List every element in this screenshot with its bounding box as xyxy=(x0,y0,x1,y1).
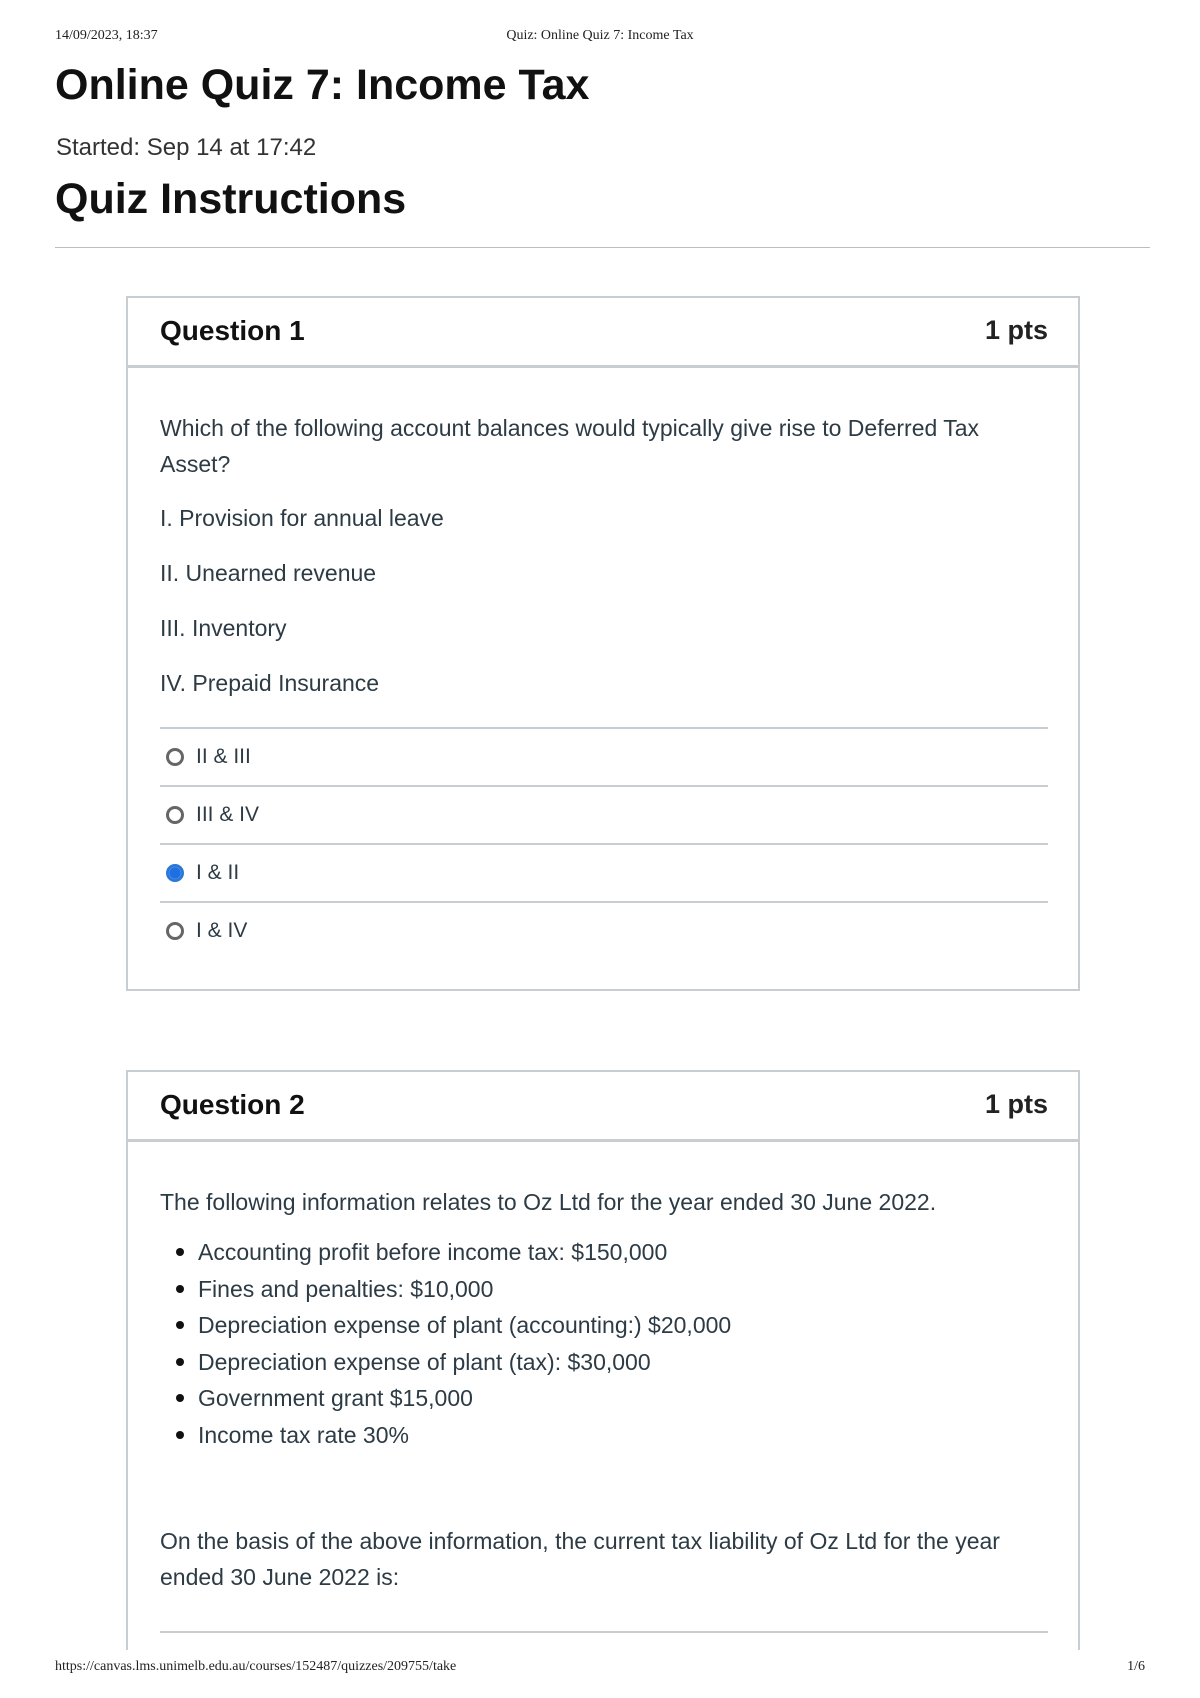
instructions-heading: Quiz Instructions xyxy=(55,175,407,223)
print-url: https://canvas.lms.unimelb.edu.au/courses/152487/quizzes/209755/take xyxy=(55,1659,457,1674)
info-item: Depreciation expense of plant (accounting:) $20,000 xyxy=(198,1307,1048,1344)
radio-button[interactable] xyxy=(166,748,184,766)
answer-option-selected[interactable] xyxy=(160,845,1048,903)
info-item: Income tax rate 30% xyxy=(198,1417,1048,1454)
info-item: Government grant $15,000 xyxy=(198,1380,1048,1417)
question-1 xyxy=(126,296,1080,991)
answer-label: III & IV xyxy=(196,803,260,826)
question-header xyxy=(128,1072,1078,1142)
question-points: 1 pts xyxy=(984,315,1048,345)
answer-option[interactable] xyxy=(160,729,1048,787)
radio-button[interactable] xyxy=(166,922,184,940)
answer-list xyxy=(160,1631,1048,1633)
print-title: Quiz: Online Quiz 7: Income Tax xyxy=(506,28,694,43)
statement-item: III. Inventory xyxy=(160,615,287,641)
answer-label: I & II xyxy=(196,861,240,884)
info-item: Accounting profit before income tax: $150,000 xyxy=(198,1234,1048,1271)
question-name: Question 2 xyxy=(160,1089,305,1120)
statement-item: I. Provision for annual leave xyxy=(160,505,444,531)
info-item: Fines and penalties: $10,000 xyxy=(198,1271,1048,1308)
info-item: Depreciation expense of plant (tax): $30,000 xyxy=(198,1344,1048,1381)
page-number: 1/6 xyxy=(1127,1659,1145,1674)
question-2 xyxy=(126,1070,1080,1650)
radio-button-selected[interactable] xyxy=(166,864,184,882)
answer-option[interactable] xyxy=(160,903,1048,959)
print-date: 14/09/2023, 18:37 xyxy=(55,28,158,43)
question-intro: The following information relates to Oz Ltd for the year ended 30 June 2022. xyxy=(160,1189,937,1215)
answer-label: I & IV xyxy=(196,919,248,942)
question-prompt: On the basis of the above information, the current tax liability of Oz Ltd for the year ended 30 June 2022 is: xyxy=(160,1528,1000,1590)
info-list xyxy=(160,1234,1048,1453)
question-header xyxy=(128,298,1078,368)
answer-option[interactable] xyxy=(160,787,1048,845)
question-body xyxy=(128,1142,1078,1633)
divider xyxy=(55,247,1150,248)
statement-item: IV. Prepaid Insurance xyxy=(160,670,380,696)
question-prompt: Which of the following account balances would typically give rise to Deferred Tax Asset? xyxy=(160,415,980,477)
statement-item: II. Unearned revenue xyxy=(160,560,377,586)
print-footer xyxy=(55,1659,1145,1679)
answer-list xyxy=(160,727,1048,959)
answer-label: II & III xyxy=(196,745,251,768)
started-time: Started: Sep 14 at 17:42 xyxy=(56,134,317,161)
question-name: Question 1 xyxy=(160,315,305,346)
radio-button[interactable] xyxy=(166,806,184,824)
question-body xyxy=(128,368,1078,989)
page-title: Online Quiz 7: Income Tax xyxy=(55,61,590,109)
question-points: 1 pts xyxy=(984,1089,1048,1119)
